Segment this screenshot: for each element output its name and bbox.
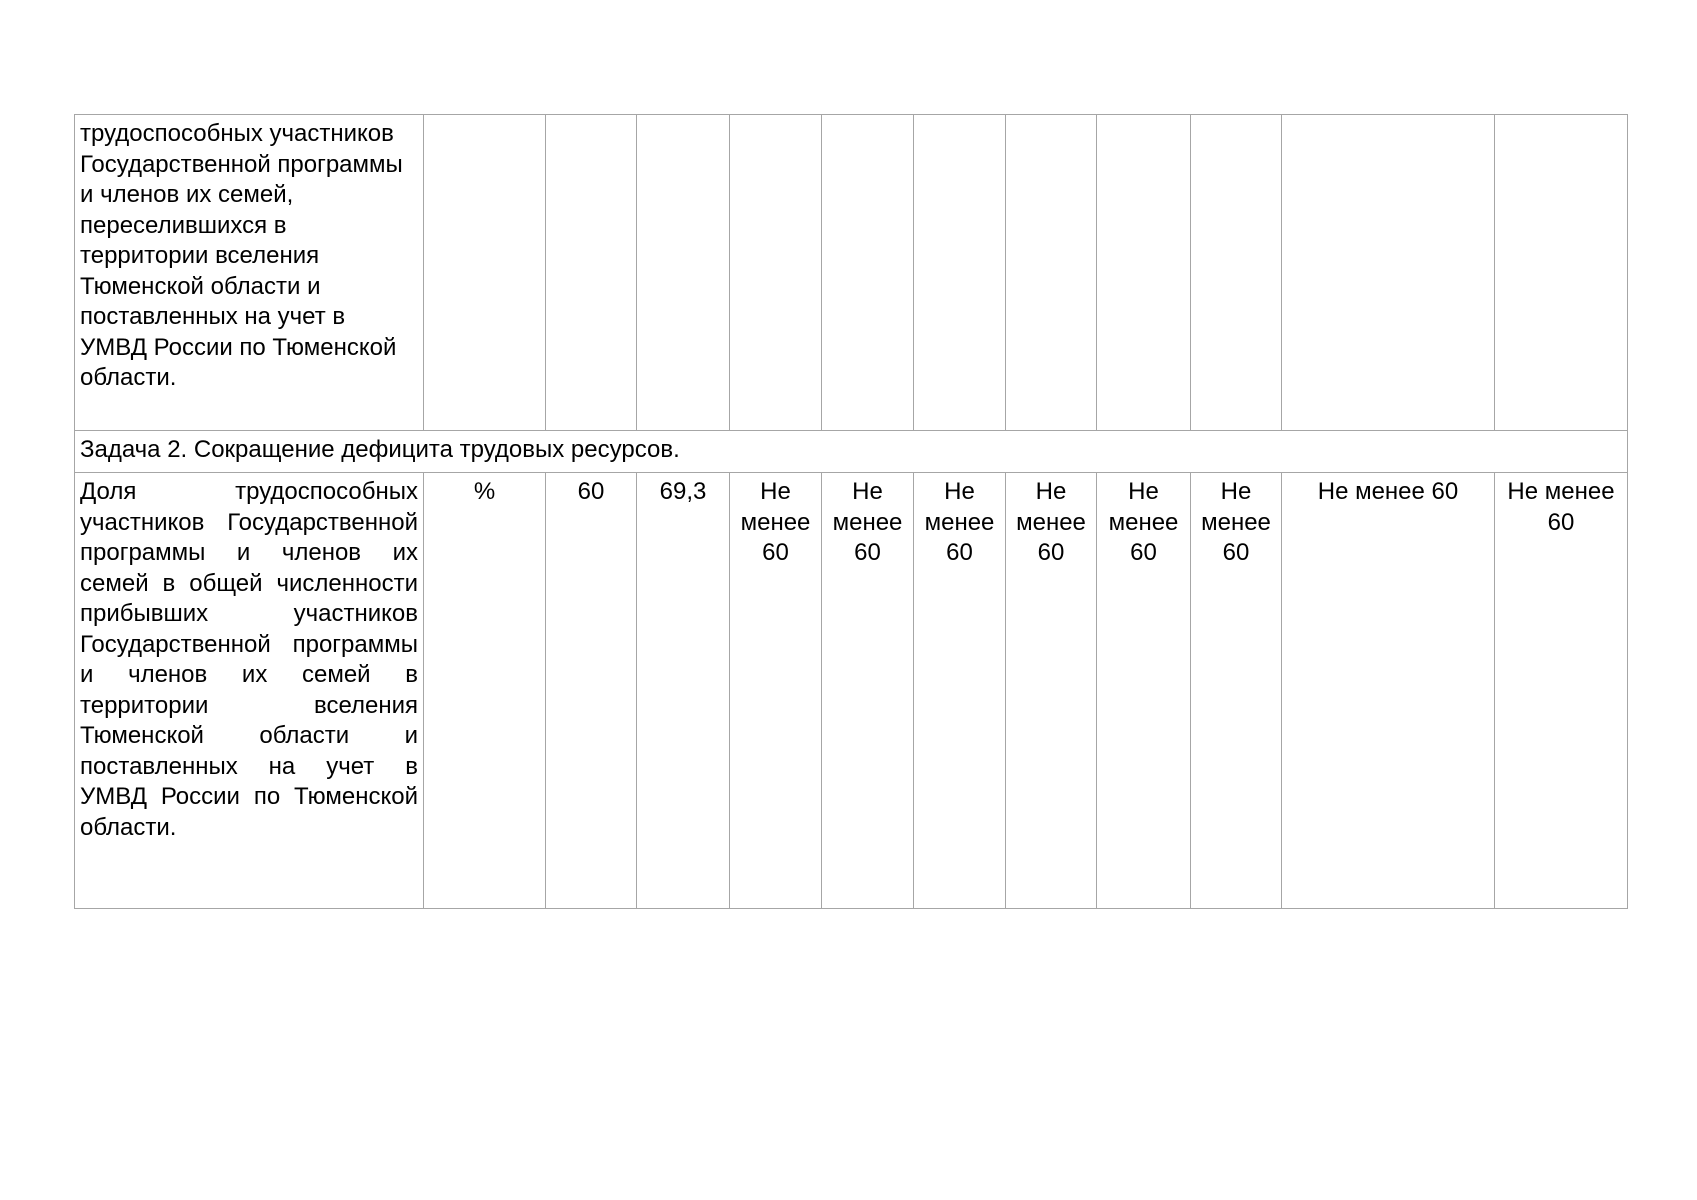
- indicators-table: [74, 114, 1628, 909]
- value-cell: [1282, 115, 1495, 431]
- value-cell: [730, 115, 822, 431]
- value-text: Не менее 60: [1201, 478, 1271, 566]
- value-cell: [1495, 115, 1628, 431]
- unit-text: %: [473, 478, 496, 505]
- indicator-cell: [75, 115, 424, 431]
- value-cell: [1006, 473, 1097, 909]
- value-cell: [914, 115, 1006, 431]
- value-cell: [1006, 115, 1097, 431]
- indicator-cell: [75, 473, 424, 909]
- value-text: Не менее 60: [1507, 478, 1615, 536]
- value-cell: [1097, 115, 1191, 431]
- indicator-text: трудоспособных участников Государственной программы и членов их семей, переселившихся в территории вселения Тюменской области и поставленных на учет в УМВД России по Тюменской области.: [80, 120, 403, 391]
- value-cell: [637, 115, 730, 431]
- value-text: Не менее 60: [1016, 478, 1086, 566]
- value-cell: [730, 473, 822, 909]
- value-text: Не менее 60: [832, 478, 903, 566]
- value-text: 60: [577, 478, 605, 505]
- table-row: [75, 431, 1628, 473]
- value-cell: [1495, 473, 1628, 909]
- value-text: 69,3: [659, 478, 707, 505]
- task-heading-cell: [75, 431, 1628, 473]
- value-cell: [546, 115, 637, 431]
- value-text: Не менее 60: [1108, 478, 1179, 566]
- unit-cell: [424, 473, 546, 909]
- value-cell: [1191, 473, 1282, 909]
- value-cell: [822, 473, 914, 909]
- value-text: Не менее 60: [924, 478, 995, 566]
- value-cell: [637, 473, 730, 909]
- value-cell: [1282, 473, 1495, 909]
- value-cell: [822, 115, 914, 431]
- table-row: [75, 473, 1628, 909]
- value-cell: [546, 473, 637, 909]
- value-text: Не менее 60: [740, 478, 811, 566]
- task-heading: Задача 2. Сокращение дефицита трудовых ресурсов.: [80, 436, 680, 463]
- indicator-text: Доля трудоспособных участников Государственной программы и членов их семей в общей численности прибывших участников Государственной программы и членов их семей в территории вселения Тюменской области и поставленных на учет в УМВД России по Тюменской области.: [80, 478, 418, 841]
- unit-cell: [424, 115, 546, 431]
- value-text: Не менее 60: [1317, 478, 1459, 505]
- value-cell: [1097, 473, 1191, 909]
- value-cell: [1191, 115, 1282, 431]
- value-cell: [914, 473, 1006, 909]
- table-row: [75, 115, 1628, 431]
